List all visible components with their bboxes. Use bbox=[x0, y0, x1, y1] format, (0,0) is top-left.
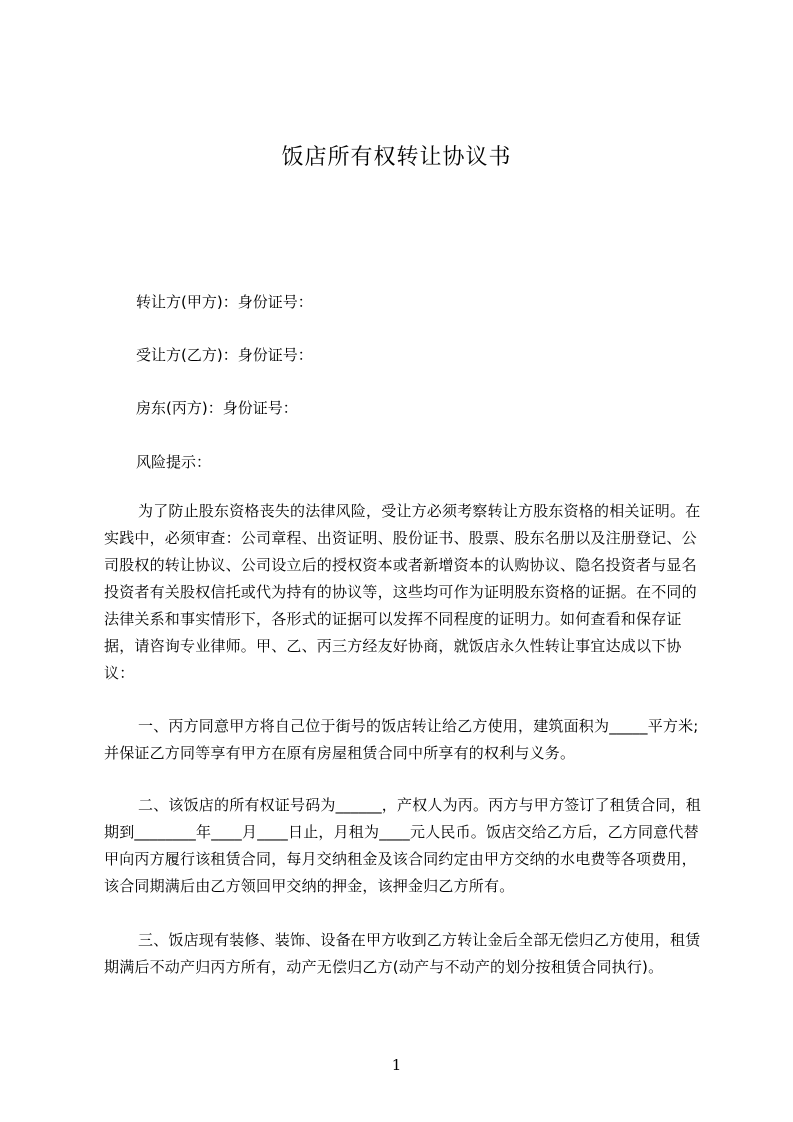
clause-3-text: 三、饭店现有装修、装饰、设备在甲方收到乙方转让金后全部无偿归乙方使用，租赁期满后不动产归丙方所有，动产无偿归乙方(动产与不动产的划分按租赁合同执行)。 bbox=[104, 931, 701, 976]
transferor-field: 转让方(甲方)：身份证号： bbox=[136, 293, 313, 311]
clause-1-paragraph bbox=[104, 713, 704, 767]
risk-text: 为了防止股东资格丧失的法律风险，受让方必须考察转让方股东资格的相关证明。在实践中，必须审查：公司章程、出资证明、股份证书、股票、股东名册以及注册登记、公司股权的转让协议、公司设立后的授权资本或者新增资本的认购协议、隐名投资者与显名投资者有关股权信托或代为持有的协议等，这些均可作为证明股东资格的证据。在不同的法律关系和事实情形下，各形式的证据可以发挥不同程度的证明力。如何查看和保存证据，请咨询专业律师。甲、乙、丙三方经友好协商，就饭店永久性转让事宜达成以下协议： bbox=[104, 502, 701, 682]
landlord-field: 房东(丙方)：身份证号： bbox=[136, 399, 298, 417]
risk-paragraph bbox=[104, 498, 704, 687]
clause-3-paragraph bbox=[104, 927, 704, 981]
page-number: 1 bbox=[391, 1056, 402, 1074]
document-title: 饭店所有权转让协议书 bbox=[281, 145, 512, 170]
clause-1-text: 一、丙方同意甲方将自己位于街号的饭店转让给乙方使用，建筑面积为_____平方米;并保证乙方同等享有甲方在原有房屋租赁合同中所享有的权利与义务。 bbox=[104, 717, 699, 762]
transferee-field: 受让方(乙方)：身份证号： bbox=[136, 346, 313, 364]
clause-2-text: 二、该饭店的所有权证号码为______，产权人为丙。丙方与甲方签订了租赁合同，租期到________年____月____日止，月租为____元人民币。饭店交给乙方后，乙方同意代替甲向丙方履行该租赁合同，每月交纳租金及该合同约定由甲方交纳的水电费等各项费用，该合同期满后由乙方领回甲交纳的押金，该押金归乙方所有。 bbox=[104, 796, 702, 895]
risk-heading: 风险提示： bbox=[136, 453, 212, 471]
clause-2-paragraph bbox=[104, 792, 704, 900]
